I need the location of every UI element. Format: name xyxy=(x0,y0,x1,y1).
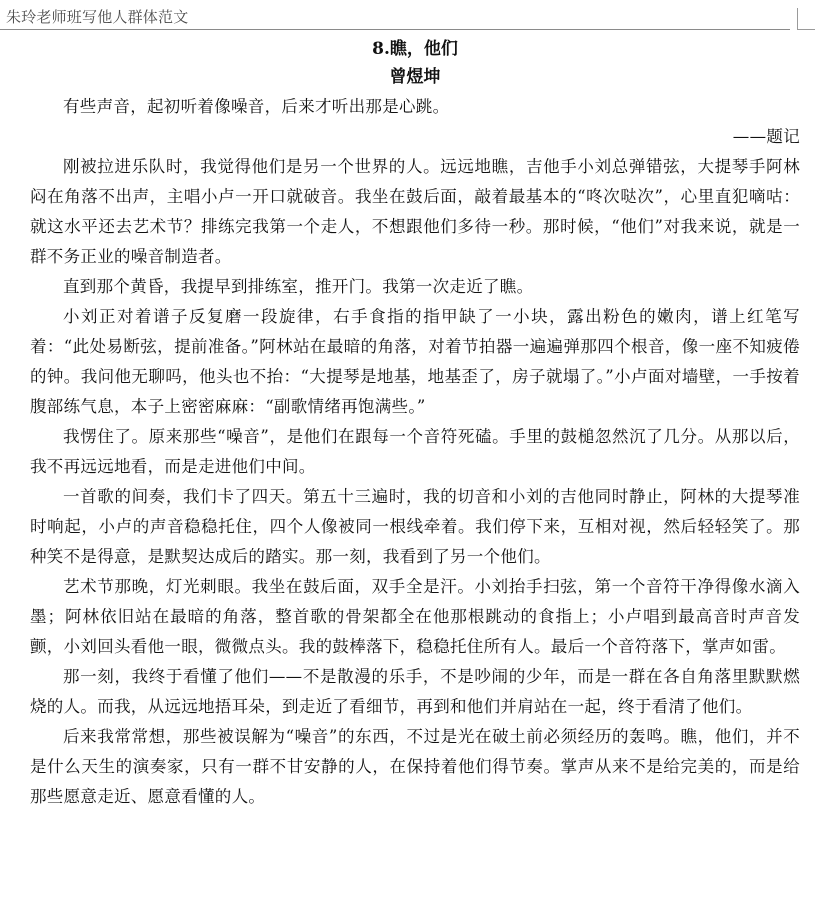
epigraph-inscription: ——题记 xyxy=(732,127,800,146)
article-author: 曾煜坤 xyxy=(389,67,441,87)
article xyxy=(30,37,800,812)
paragraph: 后来我常常想，那些被误解为“噪音”的东西，不过是光在破土前必须经历的轰鸣。瞧，他们，并不是什么天生的演奏家，只有一群不甘安静的人，在保持着他们得节奏。掌声从来不是给完美的，而是给那些愿意走近、愿意看懂的人。 xyxy=(30,727,800,806)
header-rule xyxy=(0,29,790,30)
paragraph: 我愣住了。原来那些“噪音”，是他们在跟每一个音符死磕。手里的鼓槌忽然沉了几分。从那以后，我不再远远地看，而是走进他们中间。 xyxy=(30,427,800,476)
paragraph: 直到那个黄昏，我提早到排练室，推开门。我第一次走近了瞧。 xyxy=(63,277,534,296)
paragraph: 艺术节那晚，灯光刺眼。我坐在鼓后面，双手全是汗。小刘抬手扫弦，第一个音符干净得像水滴入墨；阿林依旧站在最暗的角落，整首歌的骨架都全在他那根跳动的食指上；小卢唱到最高音时声音发颤，小刘回头看他一眼，微微点头。我的鼓棒落下，稳稳托住所有人。最后一个音符落下，掌声如雷。 xyxy=(30,577,800,656)
epigraph: 有些声音，起初听着像噪音，后来才听出那是心跳。 xyxy=(63,97,450,116)
paragraph: 小刘正对着谱子反复磨一段旋律，右手食指的指甲缺了一小块，露出粉色的嫩肉，谱上红笔写着：“此处易断弦，提前准备。”阿林站在最暗的角落，对着节拍器一遍遍弹那四个根音，像一座不知疲倦的钟。我问他无聊吗，他头也不抬：“大提琴是地基，地基歪了，房子就塌了。”小卢面对墙壁，一手按着腹部练气息，本子上密密麻麻：“副歌情绪再饱满些。” xyxy=(30,307,800,416)
paragraph: 刚被拉进乐队时，我觉得他们是另一个世界的人。远远地瞧，吉他手小刘总弹错弦，大提琴手阿林闷在角落不出声，主唱小卢一开口就破音。我坐在鼓后面，敲着最基本的“咚次哒次”，心里直犯嘀咕：就这水平还去艺术节？排练完我第一个走人，不想跟他们多待一秒。那时候，“他们”对我来说，就是一群不务正业的噪音制造者。 xyxy=(30,157,800,266)
margin-corner-mark-vertical xyxy=(797,8,798,30)
paragraph: 一首歌的间奏，我们卡了四天。第五十三遍时，我的切音和小刘的吉他同时静止，阿林的大提琴准时响起，小卢的声音稳稳托住，四个人像被同一根线牵着。我们停下来，互相对视，然后轻轻笑了。那种笑不是得意，是默契达成后的踏实。那一刻，我看到了另一个他们。 xyxy=(30,487,800,566)
margin-corner-mark-horizontal xyxy=(797,29,815,30)
article-title: 8.瞧，他们 xyxy=(372,39,458,59)
paragraph: 那一刻，我终于看懂了他们——不是散漫的乐手，不是吵闹的少年，而是一群在各自角落里默默燃烧的人。而我，从远远地捂耳朵，到走近了看细节，再到和他们并肩站在一起，终于看清了他们。 xyxy=(30,667,800,716)
page-header: 朱玲老师班写他人群体范文 xyxy=(6,8,189,26)
